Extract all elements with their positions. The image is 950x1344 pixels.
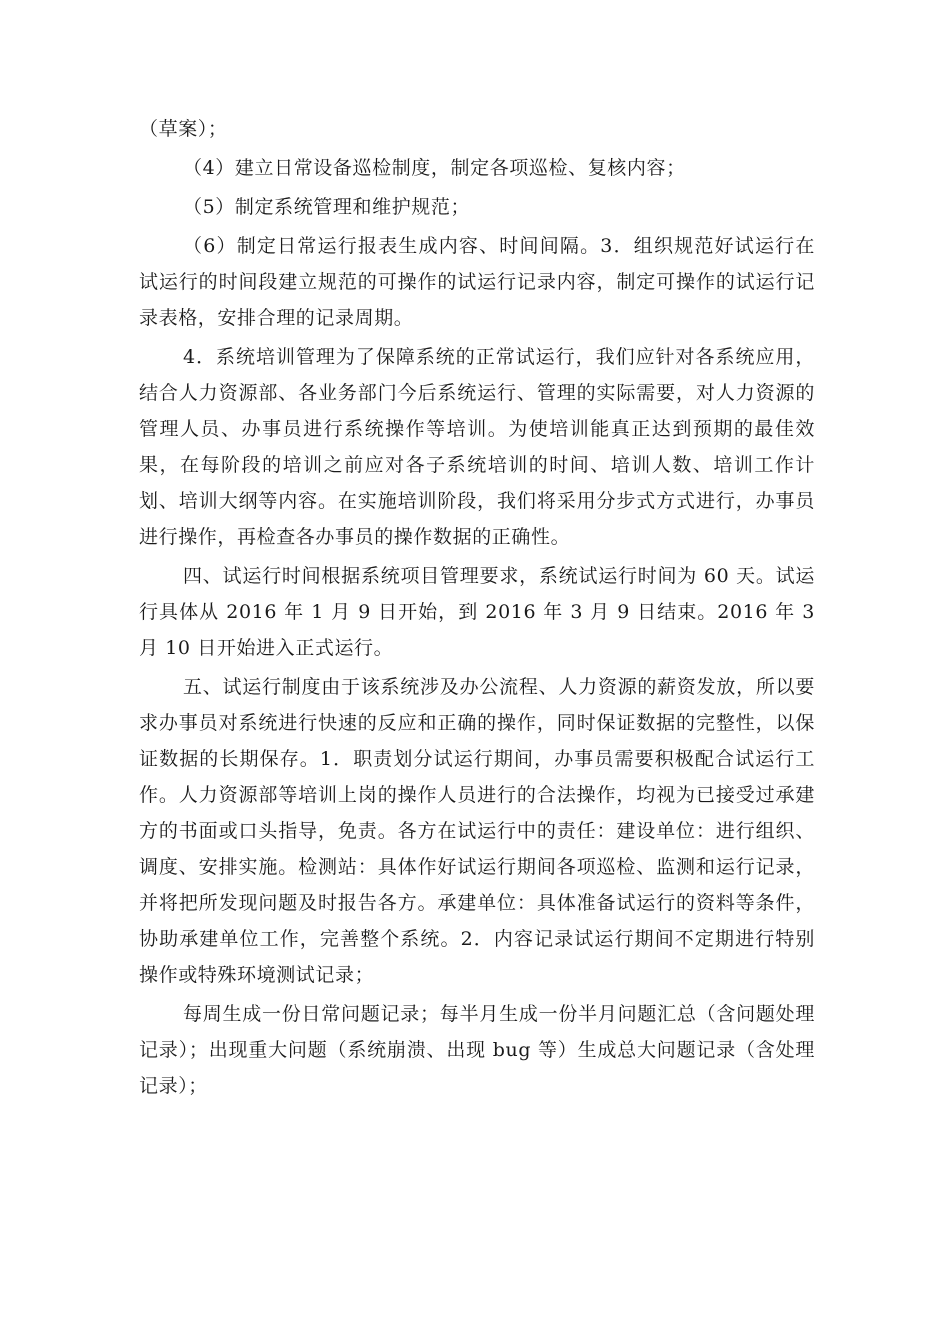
paragraph-draft-note: （草案）； (139, 118, 228, 140)
paragraph-item-5: （5）制定系统管理和维护规范； (183, 196, 471, 218)
document-page (139, 111, 815, 1107)
paragraph-item-4: （4）建立日常设备巡检制度，制定各项巡检、复核内容； (183, 157, 686, 179)
paragraph-trial-period: 四、试运行时间根据系统项目管理要求，系统试运行时间为 60 天。试运行具体从 2016 年 1 月 9 日开始，到 2016 年 3 月 9 日结束。2016 年 3 月 10 日开始进入正式运行。 (139, 565, 815, 659)
paragraph-problem-records: 每周生成一份日常问题记录；每半月生成一份半月问题汇总（含问题处理记录）；出现重大问题（系统崩溃、出现 bug 等）生成总大问题记录（含处理记录）； (139, 1003, 815, 1097)
paragraph-training-management: 4．系统培训管理为了保障系统的正常试运行，我们应针对各系统应用，结合人力资源部、各业务部门今后系统运行、管理的实际需要，对人力资源的管理人员、办事员进行系统操作等培训。为使培训能真正达到预期的最佳效果，在每阶段的培训之前应对各子系统培训的时间、培训人数、培训工作计划、培训大纲等内容。在实施培训阶段，我们将采用分步式方式进行，办事员进行操作，再检查各办事员的操作数据的正确性。 (139, 346, 815, 548)
paragraph-item-6: （6）制定日常运行报表生成内容、时间间隔。3．组织规范好试运行在试运行的时间段建立规范的可操作的试运行记录内容，制定可操作的试运行记录表格，安排合理的记录周期。 (139, 235, 815, 329)
paragraph-trial-rules: 五、试运行制度由于该系统涉及办公流程、人力资源的薪资发放，所以要求办事员对系统进行快速的反应和正确的操作，同时保证数据的完整性，以保证数据的长期保存。1．职责划分试运行期间，办事员需要积极配合试运行工作。人力资源部等培训上岗的操作人员进行的合法操作，均视为已接受过承建方的书面或口头指导，免责。各方在试运行中的责任：建设单位：进行组织、调度、安排实施。检测站：具体作好试运行期间各项巡检、监测和运行记录，并将把所发现问题及时报告各方。承建单位：具体准备试运行的资料等条件，协助承建单位工作，完善整个系统。2．内容记录试运行期间不定期进行特别操作或特殊环境测试记录； (139, 676, 815, 986)
